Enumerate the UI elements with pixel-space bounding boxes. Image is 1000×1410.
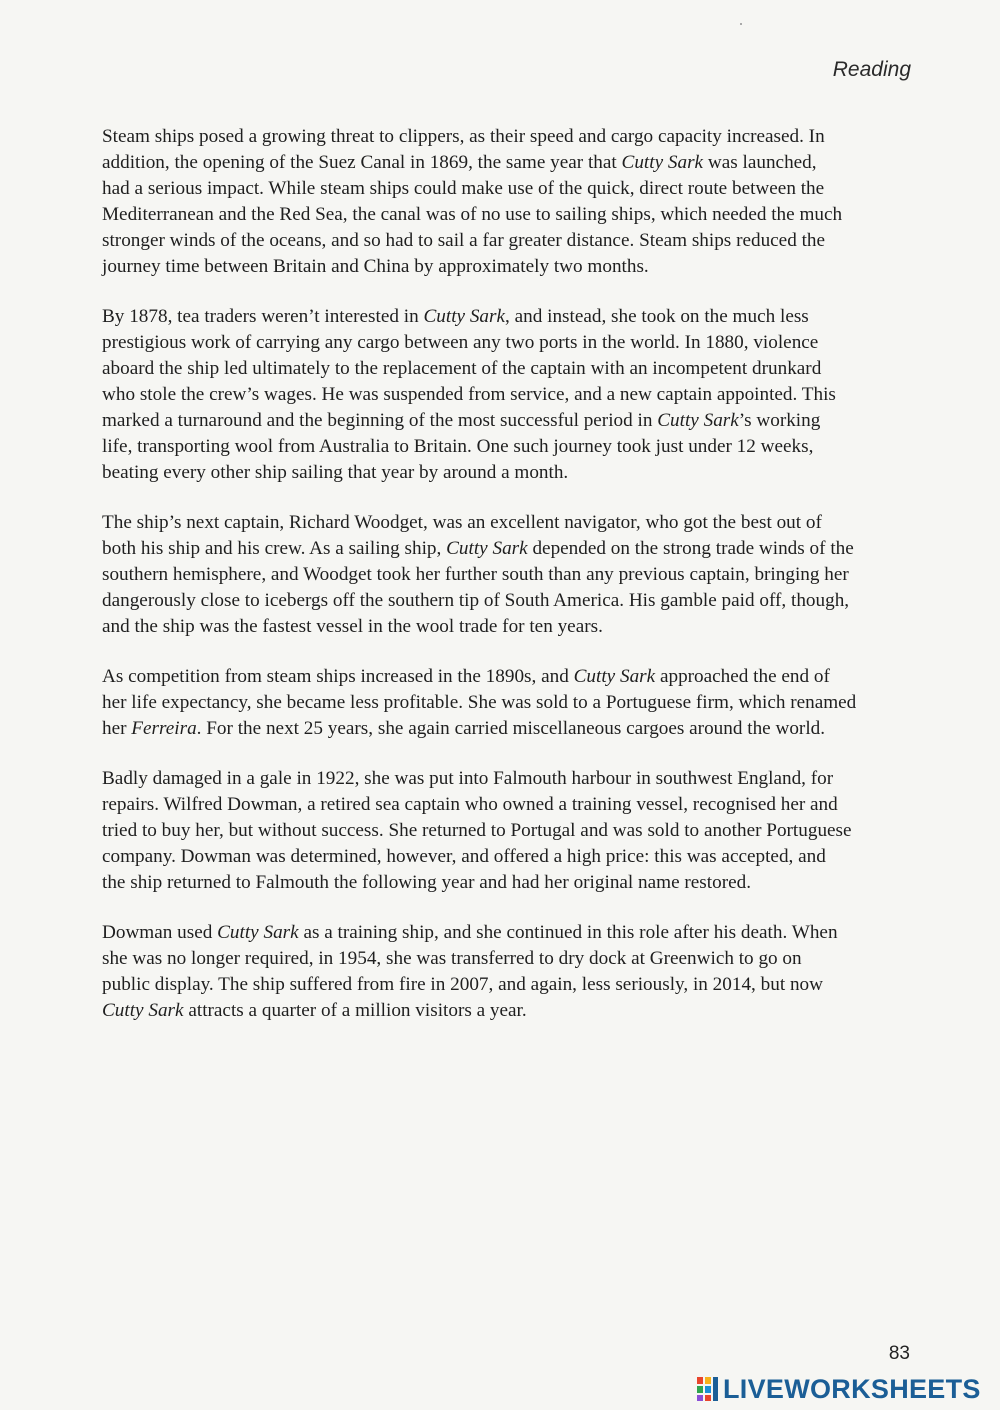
text-run: had a serious impact. While steam ships could make use of the quick, direct route between the xyxy=(102,178,825,199)
text-line xyxy=(102,792,916,818)
section-header: Reading xyxy=(832,58,911,81)
scan-speck xyxy=(740,23,742,25)
text-run: was launched, xyxy=(703,152,817,173)
text-run: aboard the ship led ultimately to the replacement of the captain with an incompetent drunkard xyxy=(102,358,822,379)
text-line xyxy=(102,870,916,896)
text-line xyxy=(102,920,916,946)
text-run: tried to buy her, but without success. She returned to Portugal and was sold to another Portuguese xyxy=(102,820,852,841)
text-run: Mediterranean and the Red Sea, the canal was of no use to sailing ships, which needed the much xyxy=(102,204,843,225)
italic-title: Cutty Sark xyxy=(621,152,704,173)
text-line xyxy=(102,304,916,330)
text-run: The ship’s next captain, Richard Woodget, was an excellent navigator, who got the best out of xyxy=(102,512,822,533)
text-run: as a training ship, and she continued in this role after his death. When xyxy=(298,922,838,943)
text-run: As competition from steam ships increased in the 1890s, and xyxy=(102,666,574,687)
text-line xyxy=(102,946,916,972)
text-run: repairs. Wilfred Dowman, a retired sea captain who owned a training vessel, recognised her and xyxy=(102,794,838,815)
text-line xyxy=(102,150,916,176)
text-run: attracts a quarter of a million visitors a year. xyxy=(183,1000,527,1021)
brand-logo[interactable] xyxy=(697,1375,981,1403)
text-line xyxy=(102,690,916,716)
text-run: both his ship and his crew. As a sailing ship, xyxy=(102,538,447,559)
paragraph xyxy=(102,510,916,640)
text-line xyxy=(102,228,916,254)
italic-title: Cutty Sark xyxy=(446,538,528,559)
text-run: her life expectancy, she became less profitable. She was sold to a Portuguese firm, which renamed xyxy=(102,692,857,713)
text-run: Dowman used xyxy=(102,922,218,943)
text-run: marked a turnaround and the beginning of the most successful period in xyxy=(102,410,658,431)
text-line xyxy=(102,716,916,742)
italic-title: Cutty Sark xyxy=(573,666,656,687)
text-run: , and instead, she took on the much less xyxy=(505,306,809,327)
italic-title: Cutty Sark xyxy=(217,922,299,943)
text-line xyxy=(102,844,916,870)
text-line xyxy=(102,330,916,356)
text-run: the ship returned to Falmouth the following year and had her original name restored. xyxy=(102,872,751,893)
text-line xyxy=(102,998,916,1024)
text-run: life, transporting wool from Australia to Britain. One such journey took just under 12 weeks, xyxy=(102,436,814,457)
text-run: dangerously close to icebergs off the southern tip of South America. His gamble paid off, though, xyxy=(102,590,850,611)
text-run: beating every other ship sailing that year by around a month. xyxy=(102,462,569,483)
text-run: approached the end of xyxy=(655,666,830,687)
italic-title: Cutty Sark xyxy=(102,1000,184,1021)
text-line xyxy=(102,818,916,844)
text-run: addition, the opening of the Suez Canal in 1869, the same year that xyxy=(102,152,622,173)
text-run: prestigious work of carrying any cargo between any two ports in the world. In 1880, violence xyxy=(102,332,819,353)
text-line xyxy=(102,356,916,382)
text-line xyxy=(102,434,916,460)
text-run: and the ship was the fastest vessel in the wool trade for ten years. xyxy=(102,616,603,637)
italic-title: Cutty Sark xyxy=(423,306,506,327)
italic-title: Ferreira xyxy=(131,718,197,739)
text-run: stronger winds of the oceans, and so had to sail a far greater distance. Steam ships reduced the xyxy=(102,230,826,251)
text-line xyxy=(102,664,916,690)
paragraph xyxy=(102,124,916,280)
text-line xyxy=(102,124,916,150)
brand-name: LIVEWORKSHEETS xyxy=(723,1373,981,1404)
text-line xyxy=(102,254,916,280)
text-line xyxy=(102,510,916,536)
text-line xyxy=(102,176,916,202)
liveworksheets-logo-icon xyxy=(697,1377,719,1401)
text-line xyxy=(102,408,916,434)
page-number: 83 xyxy=(888,1343,910,1364)
paragraph xyxy=(102,766,916,896)
text-line xyxy=(102,202,916,228)
text-run: her xyxy=(102,718,132,739)
text-line xyxy=(102,382,916,408)
text-run: public display. The ship suffered from fire in 2007, and again, less seriously, in 2014, but now xyxy=(102,974,824,995)
text-run: Steam ships posed a growing threat to clippers, as their speed and cargo capacity increased. In xyxy=(102,126,825,147)
text-line xyxy=(102,972,916,998)
text-run: By 1878, tea traders weren’t interested in xyxy=(102,306,424,327)
text-run: ’s working xyxy=(738,410,821,431)
text-line xyxy=(102,562,916,588)
text-line xyxy=(102,614,916,640)
text-run: journey time between Britain and China by approximately two months. xyxy=(102,256,649,277)
text-line xyxy=(102,460,916,486)
text-run: company. Dowman was determined, however, and offered a high price: this was accepted, and xyxy=(102,846,826,867)
text-line xyxy=(102,766,916,792)
text-run: Badly damaged in a gale in 1922, she was put into Falmouth harbour in southwest England, for xyxy=(102,768,834,789)
text-line xyxy=(102,536,916,562)
text-run: southern hemisphere, and Woodget took her further south than any previous captain, bringing her xyxy=(102,564,849,585)
text-run: . For the next 25 years, she again carried miscellaneous cargoes around the world. xyxy=(196,718,826,739)
italic-title: Cutty Sark xyxy=(657,410,739,431)
paragraph xyxy=(102,664,916,742)
text-run: depended on the strong trade winds of the xyxy=(527,538,854,559)
paragraph xyxy=(102,304,916,486)
text-line xyxy=(102,588,916,614)
paragraph xyxy=(102,920,916,1024)
text-run: who stole the crew’s wages. He was suspended from service, and a new captain appointed. This xyxy=(102,384,836,405)
article-body xyxy=(102,124,916,1048)
text-run: she was no longer required, in 1954, she was transferred to dry dock at Greenwich to go on xyxy=(102,948,802,969)
